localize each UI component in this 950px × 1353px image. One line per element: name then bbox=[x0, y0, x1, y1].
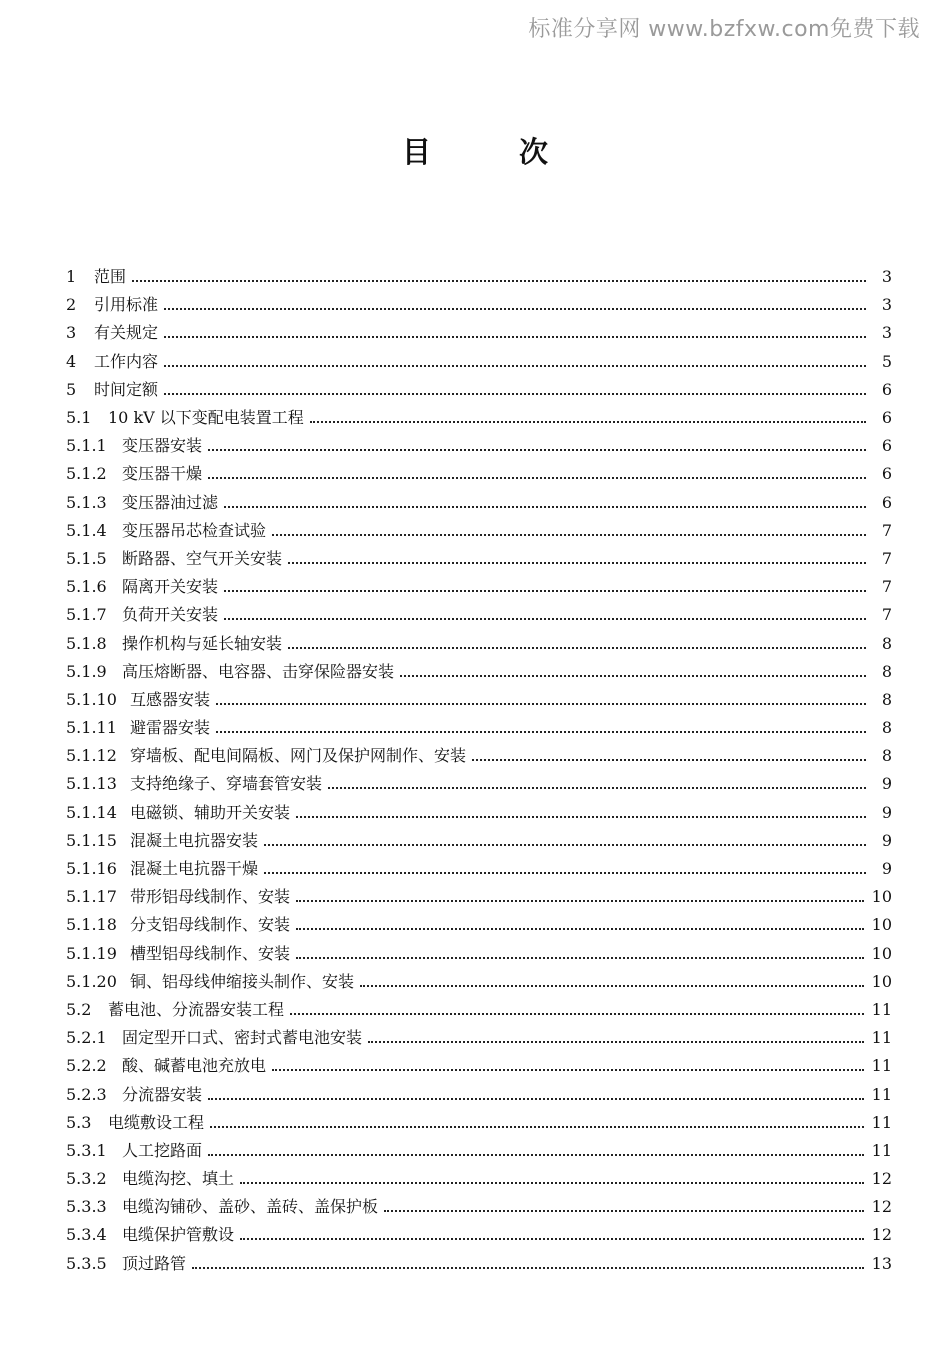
toc-entry-page: 3 bbox=[881, 267, 892, 287]
toc-entry-number: 5.1.19 bbox=[66, 943, 117, 963]
toc-entry-label: 变压器安装 bbox=[122, 436, 203, 456]
toc-entry-page: 10 bbox=[871, 943, 892, 963]
dot-leader bbox=[472, 757, 866, 761]
toc-entry-page: 11 bbox=[871, 1056, 892, 1076]
toc-entry-number: 5.2 bbox=[66, 999, 92, 1019]
toc-entry-page: 11 bbox=[871, 1140, 892, 1160]
dot-leader bbox=[360, 983, 864, 987]
toc-entry-number: 5.1.18 bbox=[66, 915, 117, 935]
dot-leader bbox=[296, 926, 864, 930]
toc-entry-label: 酸、碱蓄电池充放电 bbox=[122, 1056, 267, 1076]
toc-entry-label: 范围 bbox=[94, 267, 127, 287]
toc-entry-page: 11 bbox=[871, 1084, 892, 1104]
toc-entry-page: 8 bbox=[881, 633, 892, 653]
toc-entry-label: 时间定额 bbox=[94, 379, 159, 399]
toc-entry bbox=[66, 291, 892, 319]
toc-entry bbox=[66, 1250, 892, 1278]
toc-entry-page: 12 bbox=[871, 1169, 892, 1189]
toc-entry-label: 支持绝缘子、穿墙套管安装 bbox=[130, 774, 323, 794]
dot-leader bbox=[290, 1011, 864, 1015]
dot-leader bbox=[164, 391, 866, 395]
toc-entry-page: 11 bbox=[871, 1112, 892, 1132]
toc-entry-number: 5.2.1 bbox=[66, 1028, 107, 1048]
toc-entry-label: 高压熔断器、电容器、击穿保险器安装 bbox=[122, 661, 395, 681]
toc-entry-label: 负荷开关安装 bbox=[122, 605, 219, 625]
toc-entry-page: 12 bbox=[871, 1225, 892, 1245]
toc-entry-page: 8 bbox=[881, 746, 892, 766]
toc-entry-number: 5.1 bbox=[66, 408, 92, 428]
dot-leader bbox=[224, 616, 866, 620]
toc-entry-label: 铜、铝母线伸缩接头制作、安装 bbox=[130, 971, 355, 991]
toc-entry-page: 6 bbox=[881, 492, 892, 512]
toc-entry-label: 电缆保护管敷设 bbox=[122, 1225, 235, 1245]
toc-entry bbox=[66, 714, 892, 742]
dot-leader bbox=[216, 701, 866, 705]
dot-leader bbox=[384, 1208, 864, 1212]
toc-entry-page: 6 bbox=[881, 379, 892, 399]
dot-leader bbox=[208, 475, 866, 479]
toc-entry-number: 5.2.2 bbox=[66, 1056, 107, 1076]
toc-entry-number: 4 bbox=[66, 351, 77, 371]
toc-entry bbox=[66, 263, 892, 291]
toc-entry-label: 10 kV 以下变配电装置工程 bbox=[108, 408, 304, 428]
toc-entry-number: 5.1.20 bbox=[66, 971, 117, 991]
toc-entry bbox=[66, 1165, 892, 1193]
toc-entry-label: 工作内容 bbox=[94, 351, 159, 371]
toc-entry bbox=[66, 629, 892, 657]
toc-entry bbox=[66, 376, 892, 404]
toc-entry-page: 7 bbox=[881, 520, 892, 540]
toc-entry-label: 人工挖路面 bbox=[122, 1140, 203, 1160]
dot-leader bbox=[240, 1236, 864, 1240]
toc-entry-number: 5.1.4 bbox=[66, 520, 107, 540]
toc-entry-number: 5.3.4 bbox=[66, 1225, 107, 1245]
toc-entry-number: 5.1.2 bbox=[66, 464, 107, 484]
toc-entry-page: 10 bbox=[871, 887, 892, 907]
toc-entry bbox=[66, 489, 892, 517]
toc-entry-number: 5.3 bbox=[66, 1112, 92, 1132]
toc-entry-number: 5.1.13 bbox=[66, 774, 117, 794]
toc-entry-number: 2 bbox=[66, 295, 77, 315]
dot-leader bbox=[164, 306, 866, 310]
toc-entry bbox=[66, 968, 892, 996]
toc-entry-label: 蓄电池、分流器安装工程 bbox=[108, 999, 285, 1019]
toc-entry bbox=[66, 770, 892, 798]
toc-entry-page: 7 bbox=[881, 577, 892, 597]
toc-entry-page: 8 bbox=[881, 689, 892, 709]
dot-leader bbox=[240, 1180, 864, 1184]
toc-entry-number: 5.1.11 bbox=[66, 718, 117, 738]
dot-leader bbox=[296, 898, 864, 902]
page-title: 目次 bbox=[401, 135, 636, 169]
toc-entry-number: 5.2.3 bbox=[66, 1084, 107, 1104]
toc-entry bbox=[66, 348, 892, 376]
toc-entry-page: 9 bbox=[881, 774, 892, 794]
toc-entry-number: 5.1.15 bbox=[66, 830, 117, 850]
toc-entry-label: 带形铝母线制作、安装 bbox=[130, 887, 291, 907]
watermark-text: 标准分享网 www.bzfxw.com免费下载 bbox=[528, 17, 920, 42]
dot-leader bbox=[368, 1039, 864, 1043]
toc-entry bbox=[66, 319, 892, 347]
toc-entry-label: 穿墙板、配电间隔板、网门及保护网制作、安装 bbox=[130, 746, 467, 766]
toc-entry-label: 槽型铝母线制作、安装 bbox=[130, 943, 291, 963]
toc-entry-label: 分流器安装 bbox=[122, 1084, 203, 1104]
toc-entry bbox=[66, 1109, 892, 1137]
toc-entry bbox=[66, 658, 892, 686]
toc-entry-page: 7 bbox=[881, 605, 892, 625]
toc-entry-page: 6 bbox=[881, 408, 892, 428]
toc-entry-page: 12 bbox=[871, 1197, 892, 1217]
dot-leader bbox=[288, 560, 866, 564]
dot-leader bbox=[400, 673, 866, 677]
toc-entry-number: 5.1.1 bbox=[66, 436, 107, 456]
toc-entry bbox=[66, 1137, 892, 1165]
toc-entry bbox=[66, 573, 892, 601]
toc-entry-label: 顶过路管 bbox=[122, 1253, 187, 1273]
toc-entry-page: 10 bbox=[871, 915, 892, 935]
toc-entry bbox=[66, 883, 892, 911]
toc-entry-page: 3 bbox=[881, 323, 892, 343]
toc-entry-number: 5.1.5 bbox=[66, 548, 107, 568]
dot-leader bbox=[328, 785, 866, 789]
toc-entry bbox=[66, 940, 892, 968]
dot-leader bbox=[192, 1265, 864, 1269]
dot-leader bbox=[224, 504, 866, 508]
toc-entry-page: 13 bbox=[871, 1253, 892, 1273]
toc-entry-page: 11 bbox=[871, 999, 892, 1019]
toc-entry-label: 混凝土电抗器干燥 bbox=[130, 859, 259, 879]
toc-entry-number: 5.1.12 bbox=[66, 746, 117, 766]
toc-entry bbox=[66, 855, 892, 883]
toc-entry-number: 5.1.16 bbox=[66, 859, 117, 879]
toc-entry bbox=[66, 601, 892, 629]
dot-leader bbox=[296, 814, 866, 818]
toc-entry-label: 分支铝母线制作、安装 bbox=[130, 915, 291, 935]
toc-entry bbox=[66, 1024, 892, 1052]
toc-entry bbox=[66, 799, 892, 827]
toc-entry-page: 6 bbox=[881, 436, 892, 456]
dot-leader bbox=[288, 645, 866, 649]
toc-entry-page: 7 bbox=[881, 548, 892, 568]
toc-entry-page: 3 bbox=[881, 295, 892, 315]
toc-entry-label: 变压器干燥 bbox=[122, 464, 203, 484]
toc-entry-page: 10 bbox=[871, 971, 892, 991]
toc-entry-page: 6 bbox=[881, 464, 892, 484]
toc-entry-label: 电磁锁、辅助开关安装 bbox=[130, 802, 291, 822]
toc-entry-number: 5.3.2 bbox=[66, 1169, 107, 1189]
toc-entry-label: 有关规定 bbox=[94, 323, 159, 343]
toc-entry-page: 9 bbox=[881, 859, 892, 879]
dot-leader bbox=[296, 955, 864, 959]
toc-entry bbox=[66, 545, 892, 573]
toc-entry-page: 11 bbox=[871, 1028, 892, 1048]
toc-entry bbox=[66, 686, 892, 714]
dot-leader bbox=[208, 1096, 864, 1100]
toc-entry-label: 引用标准 bbox=[94, 295, 159, 315]
toc-entry-page: 9 bbox=[881, 830, 892, 850]
toc-entry-number: 5.1.14 bbox=[66, 802, 117, 822]
dot-leader bbox=[224, 588, 866, 592]
toc-entry-label: 变压器吊芯检查试验 bbox=[122, 520, 267, 540]
toc-entry-label: 断路器、空气开关安装 bbox=[122, 548, 283, 568]
dot-leader bbox=[208, 447, 866, 451]
dot-leader bbox=[164, 363, 866, 367]
dot-leader bbox=[208, 1152, 864, 1156]
toc-entry-page: 5 bbox=[881, 351, 892, 371]
toc-entry bbox=[66, 742, 892, 770]
toc-entry bbox=[66, 404, 892, 432]
toc-entry bbox=[66, 827, 892, 855]
toc-entry-number: 3 bbox=[66, 323, 77, 343]
toc-entry bbox=[66, 996, 892, 1024]
dot-leader bbox=[310, 419, 866, 423]
toc-entry-number: 5.3.3 bbox=[66, 1197, 107, 1217]
dot-leader bbox=[216, 729, 866, 733]
toc-entry-number: 5.1.9 bbox=[66, 661, 107, 681]
table-of-contents bbox=[66, 263, 892, 1278]
toc-entry-page: 8 bbox=[881, 718, 892, 738]
toc-entry-number: 5.1.6 bbox=[66, 577, 107, 597]
toc-entry-number: 5.1.10 bbox=[66, 689, 117, 709]
toc-entry-page: 8 bbox=[881, 661, 892, 681]
toc-entry bbox=[66, 432, 892, 460]
toc-entry-number: 5.3.1 bbox=[66, 1140, 107, 1160]
toc-entry-number: 5.1.3 bbox=[66, 492, 107, 512]
toc-entry bbox=[66, 517, 892, 545]
dot-leader bbox=[264, 842, 866, 846]
dot-leader bbox=[272, 532, 866, 536]
toc-entry-number: 5 bbox=[66, 379, 77, 399]
toc-entry-label: 电缆敷设工程 bbox=[108, 1112, 205, 1132]
toc-entry-label: 操作机构与延长轴安装 bbox=[122, 633, 283, 653]
toc-entry-number: 5.1.8 bbox=[66, 633, 107, 653]
toc-entry bbox=[66, 460, 892, 488]
toc-entry-label: 互感器安装 bbox=[130, 689, 211, 709]
toc-entry bbox=[66, 1052, 892, 1080]
toc-entry-number: 5.1.17 bbox=[66, 887, 117, 907]
dot-leader bbox=[272, 1067, 864, 1071]
toc-entry bbox=[66, 911, 892, 939]
toc-entry-page: 9 bbox=[881, 802, 892, 822]
toc-entry-label: 电缆沟挖、填土 bbox=[122, 1169, 235, 1189]
dot-leader bbox=[132, 278, 866, 282]
toc-entry-label: 隔离开关安装 bbox=[122, 577, 219, 597]
toc-entry bbox=[66, 1193, 892, 1221]
toc-entry bbox=[66, 1221, 892, 1249]
toc-entry-label: 混凝土电抗器安装 bbox=[130, 830, 259, 850]
dot-leader bbox=[264, 870, 866, 874]
toc-entry-number: 1 bbox=[66, 267, 77, 287]
toc-entry-label: 变压器油过滤 bbox=[122, 492, 219, 512]
dot-leader bbox=[164, 334, 866, 338]
toc-entry-label: 固定型开口式、密封式蓄电池安装 bbox=[122, 1028, 363, 1048]
toc-entry bbox=[66, 1080, 892, 1108]
toc-entry-number: 5.3.5 bbox=[66, 1253, 107, 1273]
dot-leader bbox=[210, 1124, 864, 1128]
toc-entry-number: 5.1.7 bbox=[66, 605, 107, 625]
toc-entry-label: 避雷器安装 bbox=[130, 718, 211, 738]
toc-entry-label: 电缆沟铺砂、盖砂、盖砖、盖保护板 bbox=[122, 1197, 379, 1217]
